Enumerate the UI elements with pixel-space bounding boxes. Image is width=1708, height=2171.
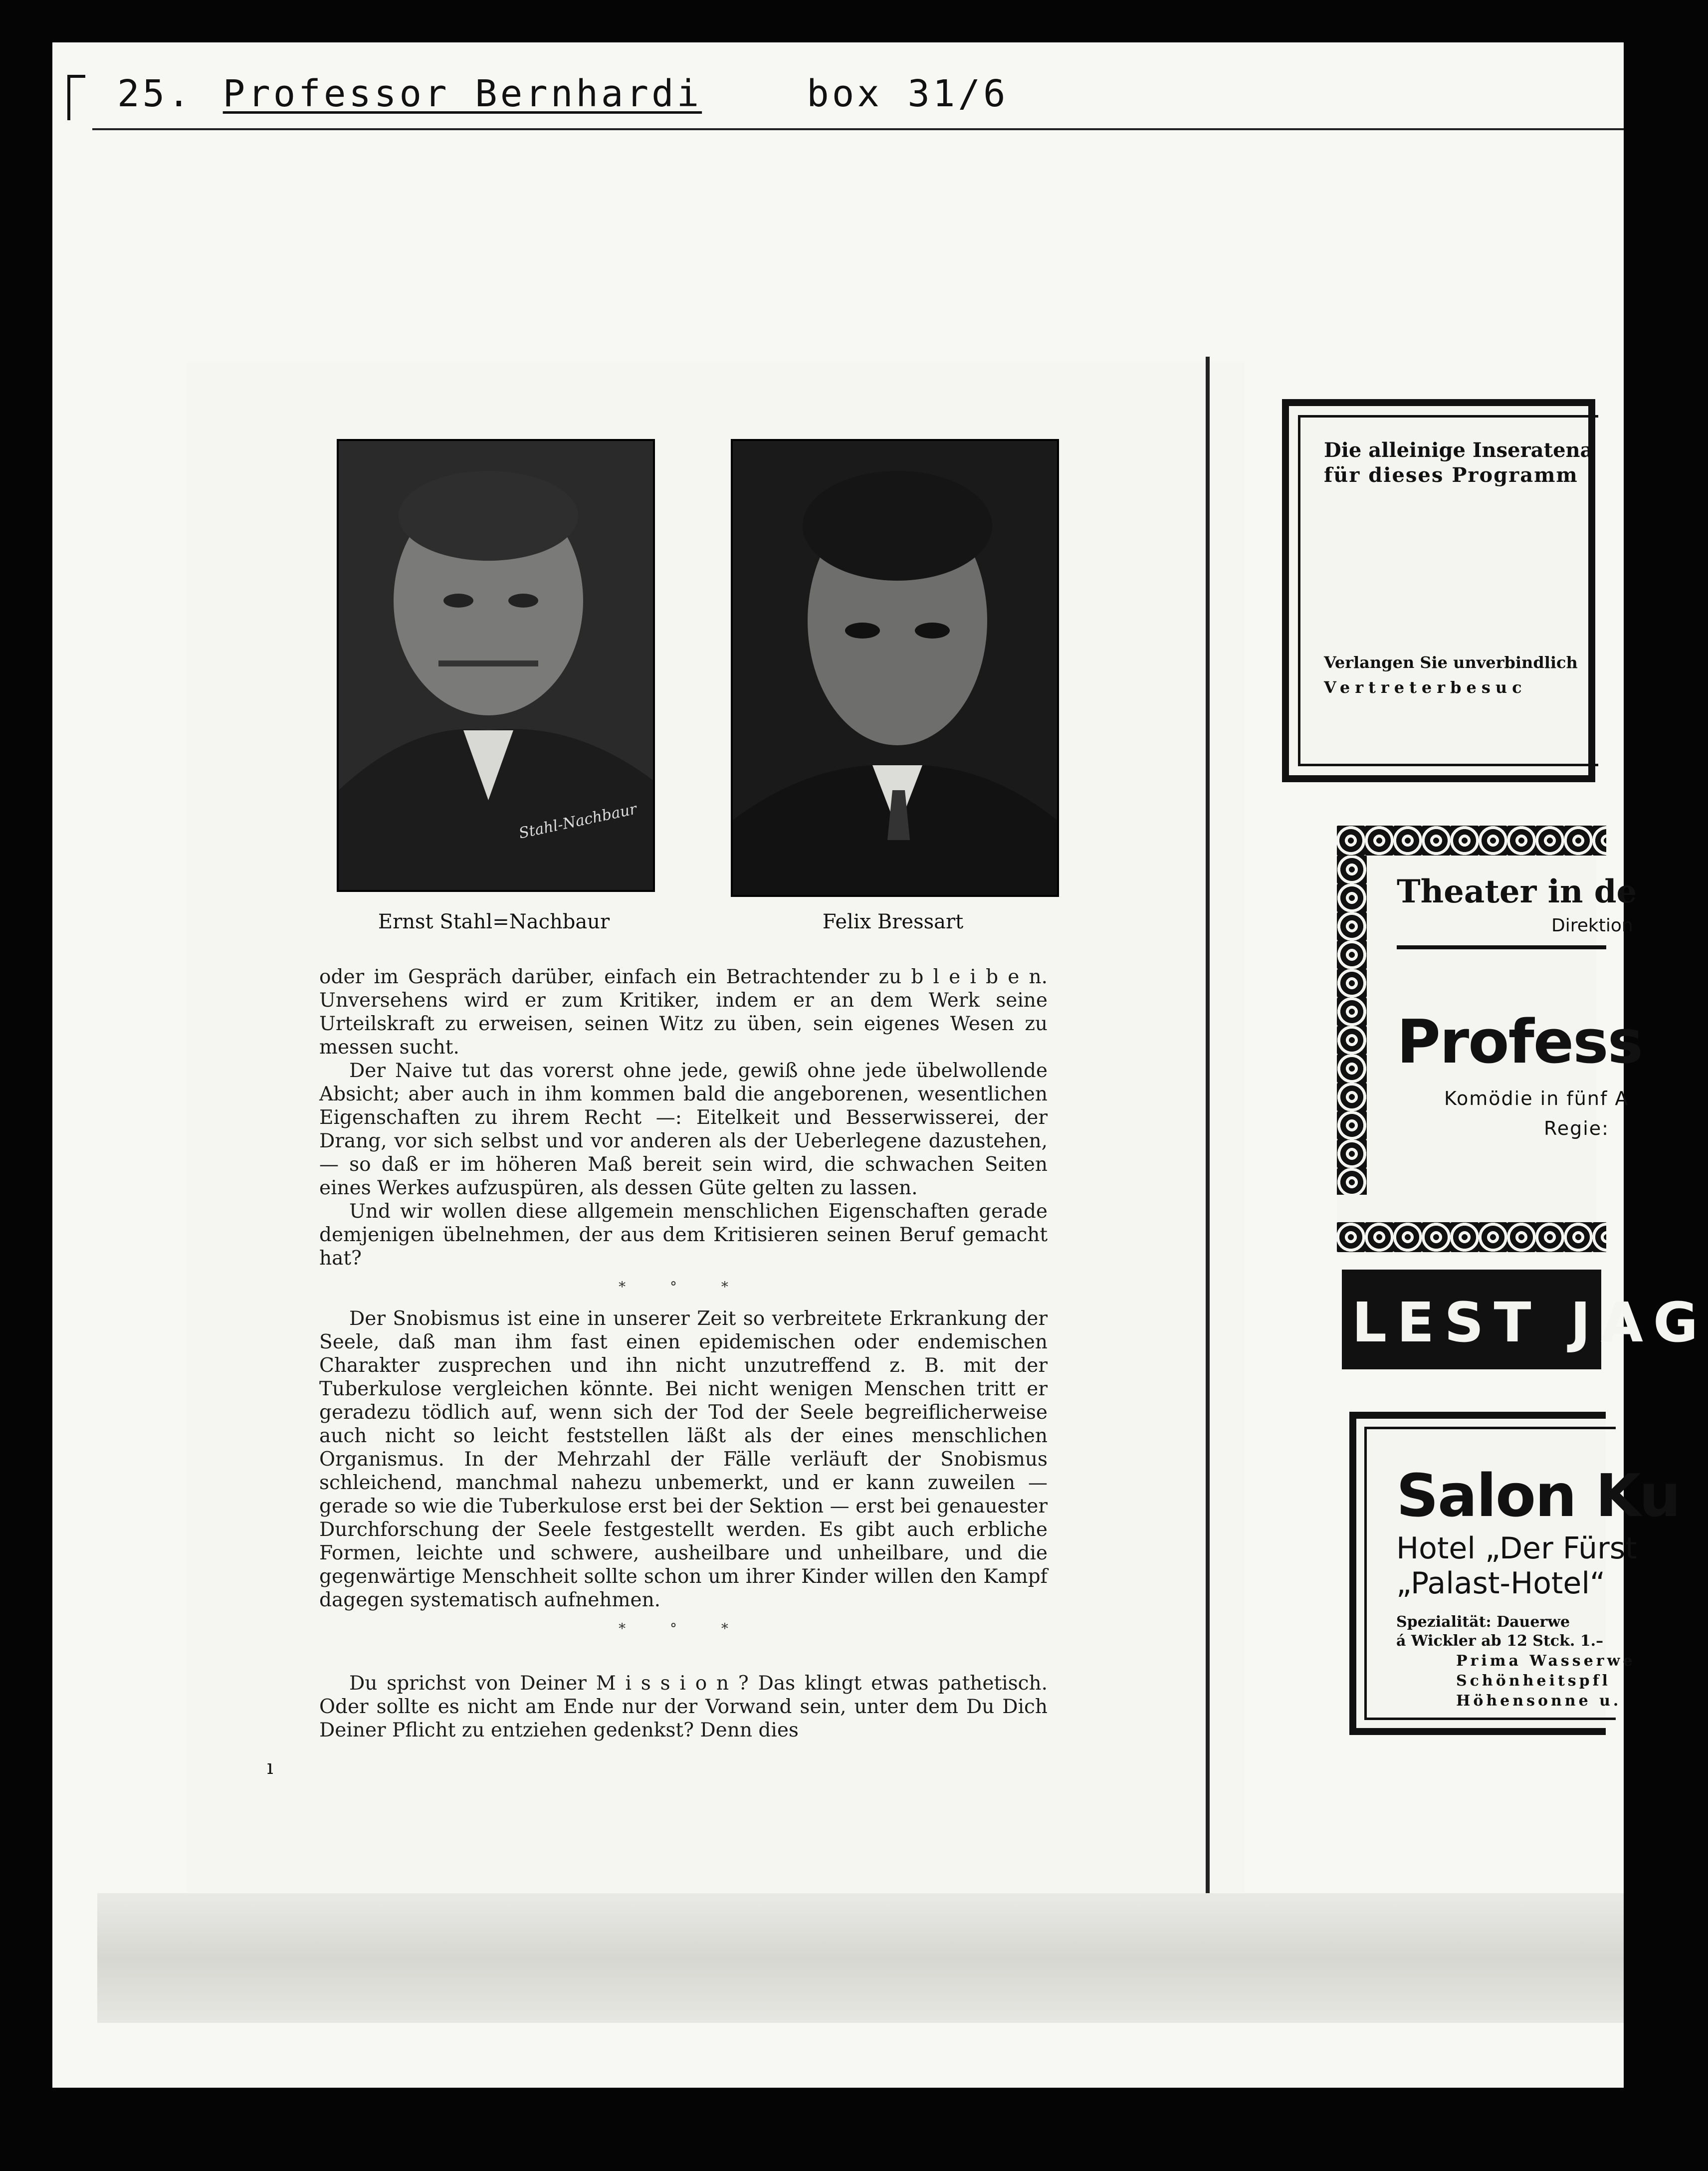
- hotel-line: „Palast-Hotel“: [1396, 1566, 1606, 1601]
- advert-inserate: [1282, 399, 1595, 782]
- theater-name: Theater in de: [1397, 873, 1637, 910]
- advert-line: Vertreterbesuc: [1324, 678, 1527, 697]
- specialty-line: Spezialität: Dauerwe: [1396, 1613, 1570, 1631]
- portrait-photo-stahl-nachbaur: [337, 439, 655, 892]
- advert-line: Die alleinige Inseratena: [1324, 438, 1593, 462]
- play-genre: Komödie in fünf A: [1444, 1087, 1629, 1109]
- item-number: 25.: [117, 72, 193, 115]
- advert-line: für dieses Programm: [1324, 463, 1578, 487]
- portrait-figure-2: [733, 441, 1057, 895]
- play-title: Profess: [1397, 1008, 1643, 1077]
- item-title: Professor Bernhardi: [222, 72, 702, 115]
- portrait-photo-bressart: [731, 439, 1059, 897]
- article-paragraph: Der Snobismus ist eine in unserer Zeit so verbreitete Erkrankung der Seele, daß man ihm fast einen epidemischen oder endemischen Charakter zusprechen und ihn nicht unzutreffend z. B. mit der Tuberkulose vergleichen könnte. Bei nicht wenigen Menschen tritt er geradezu tödlich auf, wenn sich der Tod der Seele begreiflicherweise auch nicht so leicht feststellen läßt als der eines menschlichen Organismus. In der Mehrzahl der Fälle verläuft der Snobismus schleichend, manchmal nahezu unbemerkt, und er kann zuweilen — gerade so wie die Tuberkulose erst bei der Sektion — erst bei genauester Durchforschung der Seele festgestellt werden. Es gibt auch erbliche Formen, leichte und schwere, ausheilbare und unheilbare, und die gegenwärtige Menschheit sollte schon um ihrer Kinder willen den Kampf dagegen systematisch aufnehmen.: [319, 1307, 1048, 1611]
- play-regie: Regie:: [1544, 1117, 1609, 1139]
- advert-lest: [1342, 1270, 1708, 1369]
- box-label: box 31/6: [807, 72, 1009, 115]
- corner-mark: [67, 75, 85, 120]
- header-rule: [92, 128, 1624, 130]
- ornament-border: [1337, 856, 1367, 1195]
- photo-signature: Stahl-Nachbaur: [517, 800, 639, 843]
- divider: [1397, 945, 1606, 949]
- article-paragraph: Der Naive tut das vorerst ohne jede, gewiß ohne jede übelwollende Absicht; aber auch in ihm kommen bald die angeborenen, wesentlichen Eigenschaften zu ihrem Recht —: Eitelkeit und Besserwisserei, der Drang, vor sich selbst und vor anderen als der Ueberlegene dazustehen, — so daß er im höheren Maß bereit sein wird, die schwachen Seiten eines Werkes aufzuspüren, als dessen Güte gelten zu lassen.: [319, 1060, 1048, 1199]
- article-paragraph: Und wir wollen diese allgemein menschlichen Eigenschaften gerade demjenigen übelnehmen, der aus dem Kritisieren seinen Beruf gemacht hat?: [319, 1200, 1048, 1270]
- advert-line: Verlangen Sie unverbindlich: [1324, 653, 1578, 672]
- advert-slogan: LEST JAG: [1352, 1291, 1708, 1354]
- advert-theater: [1337, 826, 1643, 1255]
- theater-direktion: Direktion: [1551, 915, 1633, 936]
- hotel-line: Hotel „Der Fürst: [1396, 1531, 1637, 1566]
- article-text: [319, 965, 1048, 1742]
- caption-bressart: Felix Bressart: [822, 910, 964, 933]
- advert-salon: [1349, 1412, 1680, 1735]
- section-separator: * ° *: [619, 1279, 748, 1295]
- ornament-border: [1337, 1222, 1606, 1252]
- scan-shadow: [97, 1893, 1624, 2023]
- caption-stahl-nachbaur: Ernst Stahl=Nachbaur: [378, 910, 610, 933]
- ornament-border: [1337, 826, 1606, 856]
- specialty-line: Prima Wasserwe: [1456, 1652, 1636, 1670]
- fold-line: [1206, 357, 1210, 1948]
- margin-mark: ı: [267, 1756, 273, 1779]
- article-paragraph: oder im Gespräch darüber, einfach ein Betrachtender zu b l e i b e n. Unversehens wird er zum Kritiker, indem er an dem Werk seine Urteilskraft zu erweisen, seinen Witz zu üben, sein eigenes Wesen zu messen sucht.: [319, 966, 1048, 1059]
- archive-header: [117, 72, 1009, 127]
- specialty-line: á Wickler ab 12 Stck. 1.–: [1396, 1632, 1604, 1650]
- section-separator: * ° *: [619, 1620, 748, 1637]
- article-paragraph: Du sprichst von Deiner M i s s i o n ? Das klingt etwas pathetisch. Oder sollte es nicht am Ende nur der Vorwand sein, unter dem Du Dich Deiner Pflicht zu entziehen gedenkst? Denn dies: [319, 1672, 1048, 1741]
- specialty-line: Höhensonne u.: [1456, 1692, 1622, 1710]
- salon-name: Salon Ku: [1396, 1461, 1680, 1530]
- specialty-line: Schönheitspfl: [1456, 1672, 1611, 1690]
